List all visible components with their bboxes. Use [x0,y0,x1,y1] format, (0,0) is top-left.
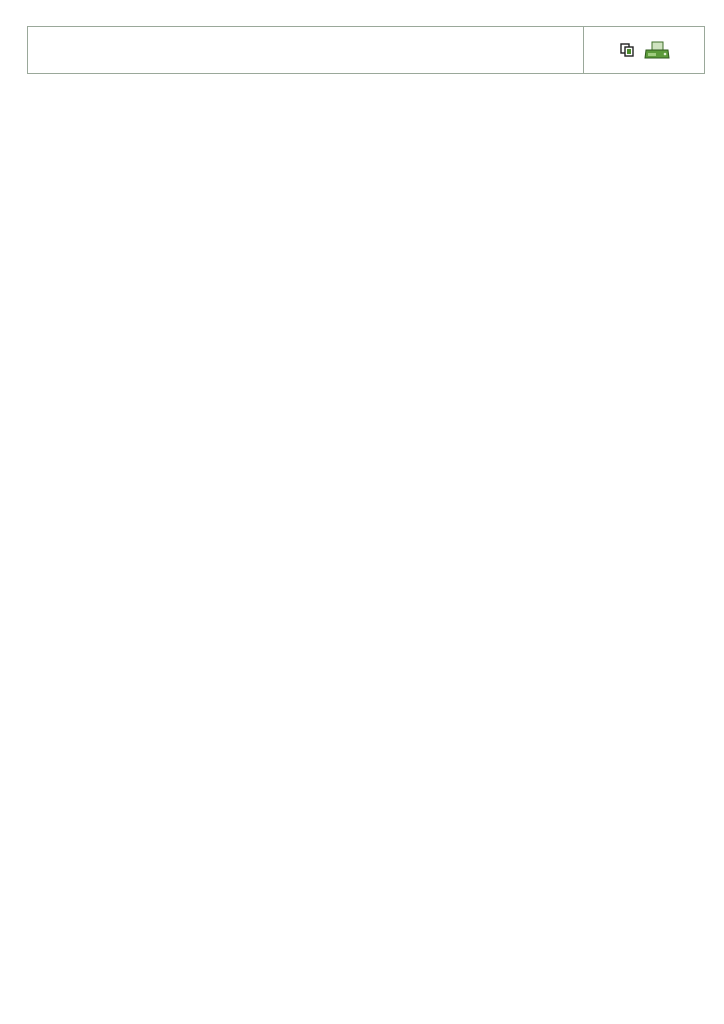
copy-icon[interactable] [620,43,634,57]
report-header [27,26,705,74]
header-divider [583,27,584,73]
printer-icon[interactable] [644,41,670,61]
